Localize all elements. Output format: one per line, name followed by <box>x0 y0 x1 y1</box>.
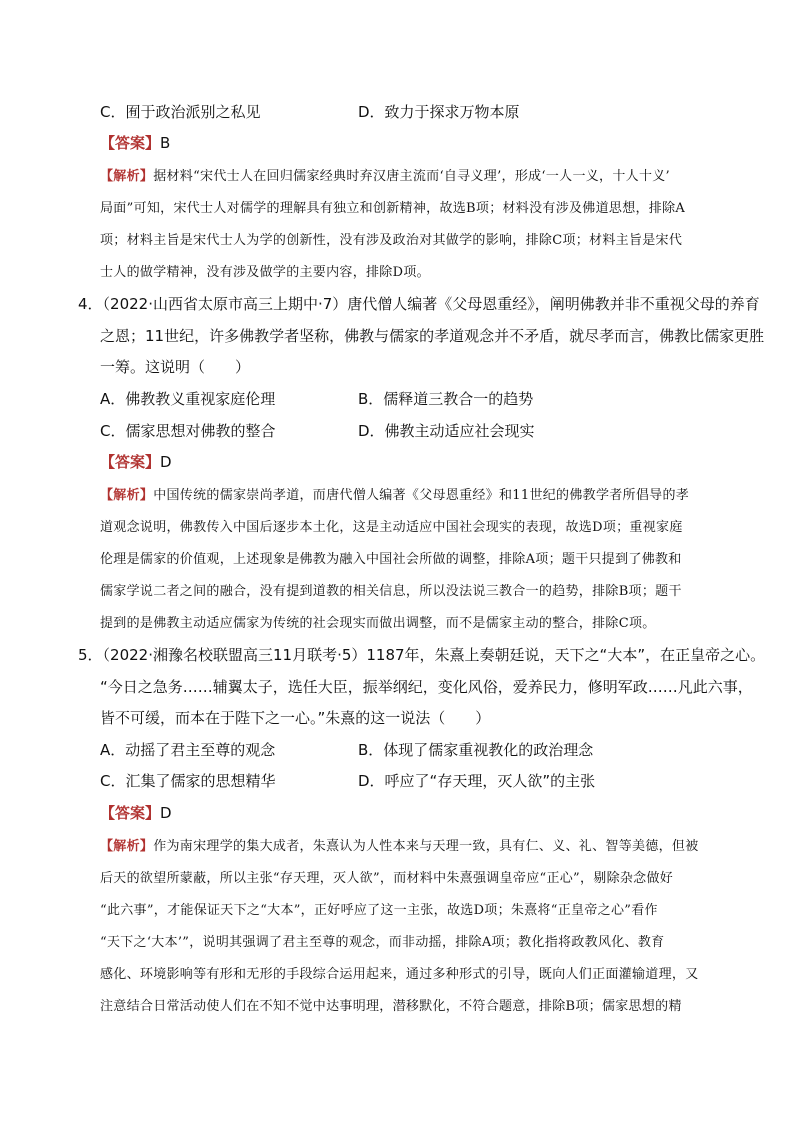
q5-analysis-line <box>100 835 699 854</box>
q4-option-a: A．佛教教义重视家庭伦理 <box>100 390 276 408</box>
q4-stem-line: 4．（2022·山西省太原市高三上期中·7）唐代僧人编著《父母恩重经》，阐明佛教并非不重视父母的养育 <box>78 295 760 313</box>
analysis-tag: 【解析】 <box>100 839 154 854</box>
q5-analysis-line: 注意结合日常活动使人们在不知不觉中达事明理，潜移默化，不符合题意，排除B项；儒家思想的精 <box>100 999 682 1014</box>
q4-stem-line: 一筹。这说明（ ） <box>100 358 251 376</box>
q3-answer <box>100 132 170 153</box>
q4-stem-line: 之恩；11世纪，许多佛教学者坚称，佛教与儒家的孝道观念并不矛盾，就尽孝而言，佛教比儒家更胜 <box>100 327 765 345</box>
q4-analysis-line <box>100 484 689 503</box>
q5-analysis-line: 后天的欲望所蒙蔽，所以主张“存天理，灭人欲”，而材料中朱熹强调皇帝应“正心”，剔除杂念做好 <box>100 871 674 886</box>
q3-option-c: C．囿于政治派别之私见 <box>100 103 261 121</box>
q5-option-a: A．动摇了君主至尊的观念 <box>100 741 276 759</box>
q4-option-c: C．儒家思想对佛教的整合 <box>100 422 276 440</box>
q4-option-b: B．儒释道三教合一的趋势 <box>358 390 534 408</box>
q5-stem-line: 5．（2022·湘豫名校联盟高三11月联考·5）1187年，朱熹上奏朝廷说，天下之“大本”，在正皇帝之心。 <box>78 646 766 664</box>
answer-value: D <box>160 453 172 471</box>
answer-value: B <box>160 134 171 152</box>
analysis-text: 作为南宋理学的集大成者，朱熹认为人性本来与天理一致，具有仁、义、礼、智等美德，但被 <box>153 839 699 854</box>
q3-analysis-line: 局面”可知，宋代士人对儒学的理解具有独立和创新精神，故选B项；材料没有涉及佛道思想，排除A <box>100 201 686 216</box>
q5-stem-line: 皆不可缓，而本在于陛下之一心。”朱熹的这一说法（ ） <box>100 709 491 727</box>
answer-value: D <box>160 804 172 822</box>
q5-analysis-line: 感化、环境影响等有形和无形的手段综合运用起来，通过多种形式的引导，既向人们正面灌输道理，又 <box>100 967 699 982</box>
q4-option-d: D．佛教主动适应社会现实 <box>358 422 535 440</box>
q3-analysis-line <box>100 165 670 184</box>
q4-analysis-line: 伦理是儒家的价值观，上述现象是佛教为融入中国社会所做的调整，排除A项；题干只提到了佛教和 <box>100 552 682 567</box>
q4-answer <box>100 451 172 472</box>
q4-analysis-line: 儒家学说二者之间的融合，没有提到道教的相关信息，所以没法说三教合一的趋势，排除B项；题干 <box>100 584 682 599</box>
q5-answer <box>100 802 172 823</box>
analysis-text: 据材料“宋代士人在回归儒家经典时弃汉唐主流而‘自寻义理’，形成‘一人一义，十人十义’ <box>153 169 670 184</box>
q3-option-d: D．致力于探求万物本原 <box>358 103 520 121</box>
q5-option-b: B．体现了儒家重视教化的政治理念 <box>358 741 594 759</box>
answer-tag: 【答案】 <box>100 134 161 152</box>
answer-tag: 【答案】 <box>100 804 161 822</box>
q3-analysis-line: 项；材料主旨是宋代士人为学的创新性，没有涉及政治对其做学的影响，排除C项；材料主旨是宋代 <box>100 233 683 248</box>
answer-tag: 【答案】 <box>100 453 161 471</box>
analysis-tag: 【解析】 <box>100 488 154 503</box>
q3-analysis-line: 士人的做学精神，没有涉及做学的主要内容，排除D项。 <box>100 265 430 280</box>
q5-option-c: C．汇集了儒家的思想精华 <box>100 772 276 790</box>
q4-analysis-line: 提到的是佛教主动适应儒家为传统的社会现实而做出调整，而不是儒家主动的整合，排除C项。 <box>100 616 656 631</box>
q4-analysis-line: 道观念说明，佛教传入中国后逐步本土化，这是主动适应中国社会现实的表现，故选D项；重视家庭 <box>100 520 683 535</box>
q5-analysis-line: “此六事”，才能保证天下之“大本”，正好呼应了这一主张，故选D项；朱熹将“正皇帝之心”看作 <box>100 903 658 918</box>
analysis-tag: 【解析】 <box>100 169 154 184</box>
q5-stem-line: “今日之急务……辅翼太子，选任大臣，振举纲纪，变化风俗，爱养民力，修明军政……凡此六事， <box>100 678 753 696</box>
q5-option-d: D．呼应了“存天理，灭人欲”的主张 <box>358 772 596 790</box>
analysis-text: 中国传统的儒家崇尚孝道，而唐代僧人编著《父母恩重经》和11世纪的佛教学者所倡导的孝 <box>153 488 690 503</box>
q5-analysis-line: “天下之‘大本’”，说明其强调了君主至尊的观念，而非动摇，排除A项；教化指将政教风化、教育 <box>100 935 665 950</box>
